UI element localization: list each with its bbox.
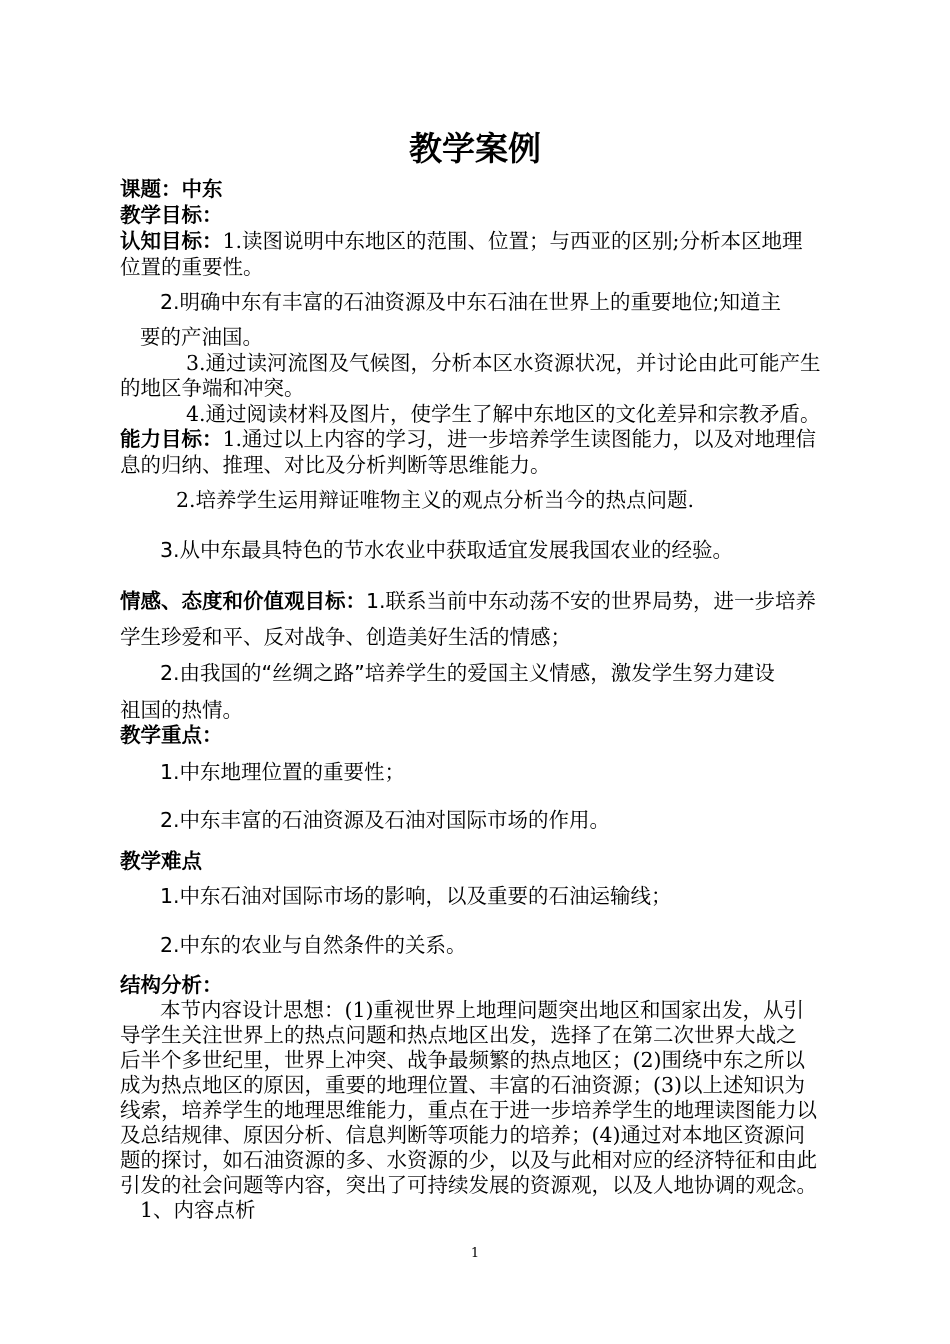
structure-heading: 结构分析：: [120, 973, 223, 997]
ability-item3: 3.从中东最具特色的节水农业中获取适宜发展我国农业的经验。: [160, 538, 734, 562]
cognitive-item4: 4.通过阅读材料及图片，使学生了解中东地区的文化差异和宗教矛盾。: [186, 402, 821, 426]
page-title: 教学案例: [409, 129, 541, 168]
cognitive-item1-line1: [120, 228, 802, 254]
emotion-item1-line2: 学生珍爱和平、反对战争、创造美好生活的情感；: [120, 625, 571, 649]
cognitive-item2-line2: 要的产油国。: [140, 325, 263, 349]
cognitive-item1-text: 1.读图说明中东地区的范围、位置；与西亚的区别;分析本区地理: [222, 229, 803, 253]
ability-label: 能力目标：: [120, 427, 223, 451]
structure-line: 导学生关注世界上的热点问题和热点地区出发，选择了在第二次世界大战之: [120, 1023, 797, 1047]
ability-item1-line1: [120, 426, 816, 452]
ability-item1-line2: 息的归纳、推理、对比及分析判断等思维能力。: [120, 453, 551, 477]
topic-label: 课题：: [120, 177, 182, 201]
key-points-heading: 教学重点：: [120, 723, 223, 747]
emotion-item2-line1: 2.由我国的“丝绸之路”培养学生的爱国主义情感，激发学生努力建设: [160, 661, 775, 685]
page-number: 1: [470, 1246, 480, 1261]
cognitive-item2-line1: 2.明确中东有丰富的石油资源及中东石油在世界上的重要地位;知道主: [160, 290, 781, 314]
topic-line: [120, 176, 223, 202]
cognitive-item3-line1: 3.通过读河流图及气候图，分析本区水资源状况，并讨论由此可能产生: [186, 351, 821, 375]
difficulty-2: 2.中东的农业与自然条件的关系。: [160, 933, 467, 957]
emotion-item2-line2: 祖国的热情。: [120, 698, 243, 722]
structure-line: 题的探讨，如石油资源的多、水资源的少，以及与此相对应的经济特征和由此: [120, 1148, 817, 1172]
content-analysis-subheading: 1、内容点析: [140, 1198, 256, 1222]
cognitive-label: 认知目标：: [120, 229, 223, 253]
structure-line: 引发的社会问题等内容，突出了可持续发展的资源观，以及人地协调的观念。: [120, 1173, 817, 1197]
emotion-label: 情感、态度和价值观目标：: [120, 589, 366, 613]
difficulty-1: 1.中东石油对国际市场的影响，以及重要的石油运输线；: [160, 884, 672, 908]
cognitive-item1-line2: 位置的重要性。: [120, 255, 264, 279]
emotion-item1-text: 1.联系当前中东动荡不安的世界局势，进一步培养: [366, 589, 817, 613]
structure-line: 及总结规律、原因分析、信息判断等项能力的培养；(4)通过对本地区资源问: [120, 1123, 806, 1147]
structure-line: 成为热点地区的原因，重要的地理位置、丰富的石油资源；(3)以上述知识为: [120, 1073, 806, 1097]
key-point-2: 2.中东丰富的石油资源及石油对国际市场的作用。: [160, 808, 611, 832]
topic-value: 中东: [181, 177, 223, 201]
ability-item2: 2.培养学生运用辩证唯物主义的观点分析当今的热点问题.: [176, 488, 695, 512]
structure-line: 后半个多世纪里，世界上冲突、战争最频繁的热点地区；(2)围绕中东之所以: [120, 1048, 806, 1072]
structure-line: 本节内容设计思想：(1)重视世界上地理问题突出地区和国家出发，从引: [160, 998, 805, 1022]
objectives-heading: 教学目标：: [120, 203, 223, 227]
key-point-1: 1.中东地理位置的重要性；: [160, 760, 406, 784]
structure-line: 线索，培养学生的地理思维能力，重点在于进一步培养学生的地理读图能力以: [120, 1098, 817, 1122]
ability-item1-text: 1.通过以上内容的学习，进一步培养学生读图能力，以及对地理信: [222, 427, 817, 451]
cognitive-item3-line2: 的地区争端和冲突。: [120, 376, 305, 400]
difficulties-heading: 教学难点: [120, 849, 202, 873]
emotion-item1-line1: [120, 588, 816, 614]
